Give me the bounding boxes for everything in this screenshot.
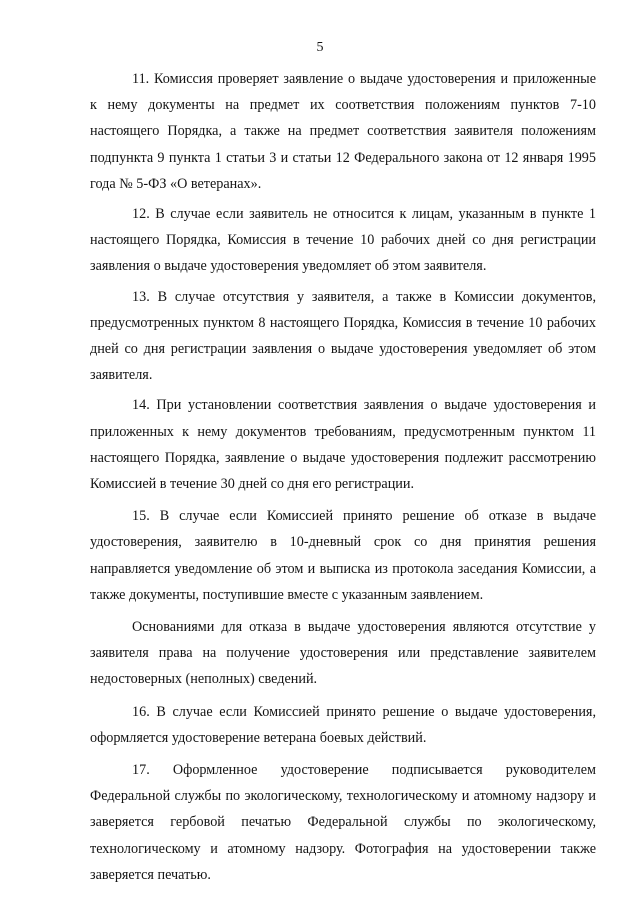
page-number: 5 xyxy=(316,40,324,55)
paragraph-15-grounds: Основаниями для отказа в выдаче удостоверения являются отсутствие у заявителя права на получение удостоверения или представление заявителем недостоверных (неполных) сведений. xyxy=(90,619,596,688)
paragraph-11: 11. Комиссия проверяет заявление о выдаче удостоверения и приложенные к нему документы на предмет их соответствия положениям пунктов 7-10 настоящего Порядка, а также на предмет соответствия заявителя положениям подпункта 9 пункта 1 статьи 3 и статьи 12 Федерального закона от 12 января 1995 года № 5-ФЗ «О ветеранах». xyxy=(90,71,596,192)
paragraph-16: 16. В случае если Комиссией принято решение о выдаче удостоверения, оформляется удостоверение ветерана боевых действий. xyxy=(90,703,596,746)
paragraph-12: 12. В случае если заявитель не относится к лицам, указанным в пункте 1 настоящего Порядка, Комиссия в течение 10 рабочих дней со дня регистрации заявления о выдаче удостоверения уведомляет об этом заявителя. xyxy=(90,206,596,275)
paragraph-17: 17. Оформленное удостоверение подписывается руководителем Федеральной службы по экологическому, технологическому и атомному надзору и заверяется гербовой печатью Федеральной службы по экологическому, технологическому и атомному надзору. Фотография на удостоверении также заверяется печатью. xyxy=(90,762,596,883)
paragraph-14: 14. При установлении соответствия заявления о выдаче удостоверения и приложенных к нему документов требованиям, предусмотренным пунктом 11 настоящего Порядка, заявление о выдаче удостоверения подлежит рассмотрению Комиссией в течение 30 дней со дня его регистрации. xyxy=(90,397,596,493)
paragraph-13: 13. В случае отсутствия у заявителя, а также в Комиссии документов, предусмотренных пунктом 8 настоящего Порядка, Комиссия в течение 10 рабочих дней со дня регистрации заявления о выдаче удостоверения уведомляет об этом заявителя. xyxy=(90,288,596,384)
document-body xyxy=(90,66,596,894)
paragraph-15: 15. В случае если Комиссией принято решение об отказе в выдаче удостоверения, заявителю в 10-дневный срок со дня принятия решения направляется уведомление об этом и выписка из протокола заседания Комиссии, а также документы, поступившие вместе с указанным заявлением. xyxy=(90,508,596,603)
